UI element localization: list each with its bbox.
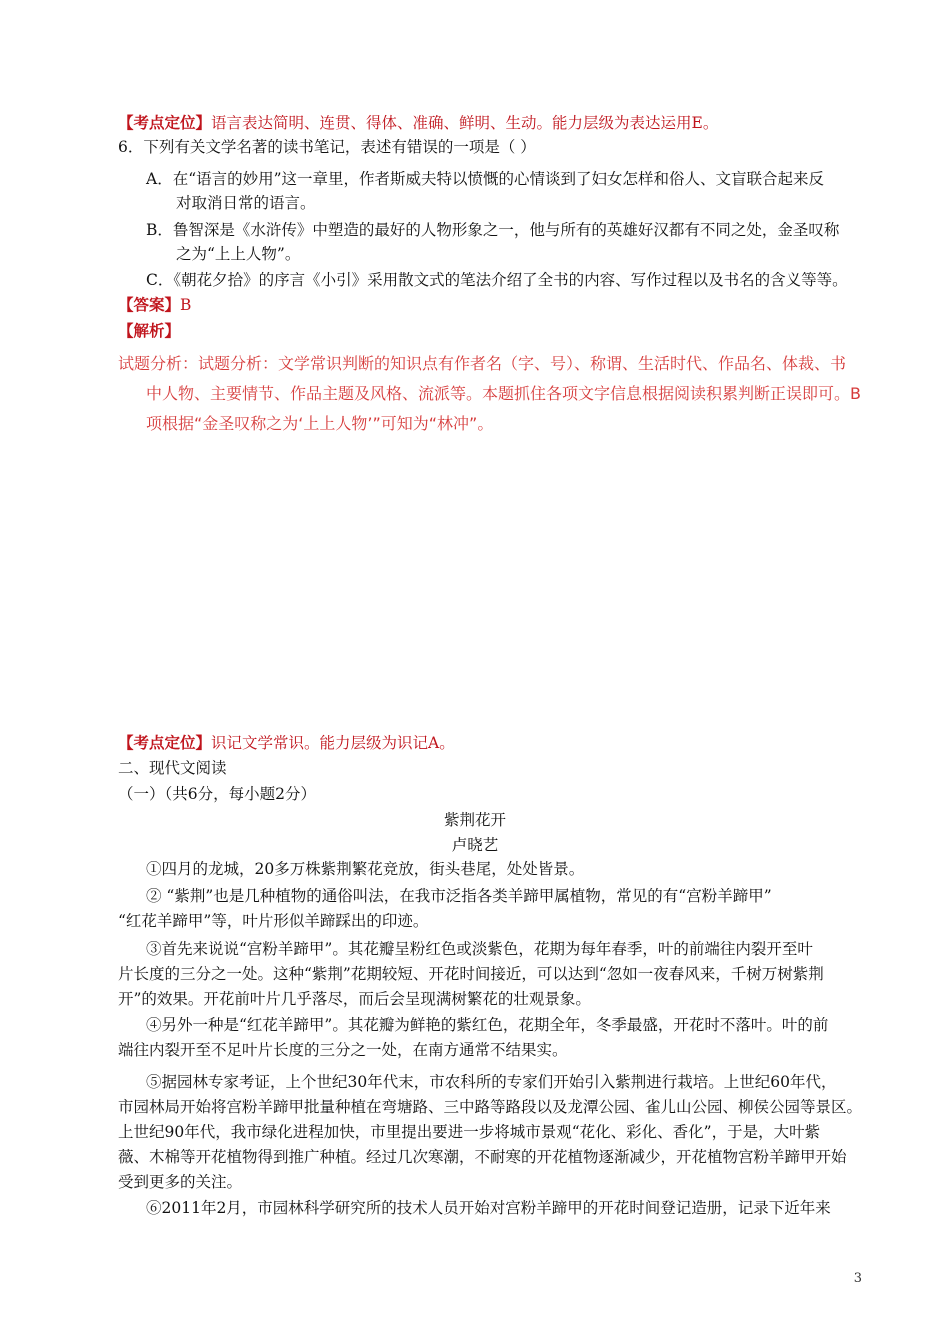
exam-point-tag-2 [118,731,455,755]
paragraph-2-line-1: ② “紫荆”也是几种植物的通俗叫法，在我市泛指各类羊蹄甲属植物，常见的有“宫粉羊蹄甲” [146,887,772,905]
answer-label: 【答案】 [118,295,181,314]
paragraph-3-line-1: ③首先来说说“宫粉羊蹄甲”。其花瓣呈粉红色或淡紫色，花期为每年春季，叶的前端往内裂开至叶 [146,940,813,958]
answer-row [118,293,191,317]
paragraph-5-line-4: 薇、木棉等开花植物得到推广种植。经过几次寒潮，不耐寒的开花植物逐渐减少，开花植物宫粉羊蹄甲开始 [118,1148,847,1166]
paragraph-5-line-1: ⑤据园林专家考证，上个世纪30年代末，市农科所的专家们开始引入紫荆进行栽培。上世纪60年代， [146,1073,837,1091]
paragraph-5-line-5: 受到更多的关注。 [118,1173,243,1191]
page-number: 3 [853,1271,862,1286]
option-b-line-2: 之为“上上人物”。 [176,245,301,263]
paragraph-3-line-3: 开”的效果。开花前叶片几乎落尽，而后会呈现满树繁花的壮观景象。 [118,990,591,1008]
paragraph-1: ①四月的龙城，20多万株紫荆繁花竞放，街头巷尾，处处皆景。 [146,860,585,878]
paragraph-6-line-1: ⑥2011年2月，市园林科学研究所的技术人员开始对宫粉羊蹄甲的开花时间登记造册，记录下近年来 [146,1199,831,1217]
option-a-line-2: 对取消日常的语言。 [176,194,316,212]
paragraph-5-line-2: 市园林局开始将宫粉羊蹄甲批量种植在弯塘路、三中路等路段以及龙潭公园、雀儿山公园、柳侯公园等景区。 [118,1098,863,1116]
option-b-line-1: B．鲁智深是《水浒传》中塑造的最好的人物形象之一，他与所有的英雄好汉都有不同之处，金圣叹称 [146,221,840,239]
paragraph-5-line-3: 上世纪90年代，我市绿化进程加快，市里提出要进一步将城市景观“花化、彩化、香化”，于是，大叶紫 [118,1123,821,1141]
exam-point-label-2: 【考点定位】 [118,733,212,752]
option-c: C．《朝花夕拾》的序言《小引》采用散文式的笔法介绍了全书的内容、写作过程以及书名的含义等等。 [146,271,848,289]
section-heading: 二、现代文阅读 [118,759,227,777]
answer-value: B [180,296,192,314]
section-subheading: （一）（共6分，每小题2分） [118,785,316,803]
analysis-label: 【解析】 [118,321,181,340]
paragraph-4-line-1: ④另外一种是“红花羊蹄甲”。其花瓣为鲜艳的紫红色，花期全年，冬季最盛，开花时不落叶。叶的前 [146,1016,829,1034]
analysis-line-1: 试题分析：试题分析：文学常识判断的知识点有作者名（字、号）、称谓、生活时代、作品名、体裁、书 [118,354,847,373]
article-author: 卢晓艺 [451,836,499,854]
paragraph-3-line-2: 片长度的三分之一处。这种“紫荆”花期较短、开花时间接近，可以达到“忽如一夜春风来，千树万树紫荆 [118,965,824,983]
analysis-line-2: 中人物、主要情节、作品主题及风格、流派等。本题抓住各项文字信息根据阅读积累判断正误即可。B [146,384,861,403]
exam-point-label: 【考点定位】 [118,113,212,132]
exam-point-text: 语言表达简明、连贯、得体、准确、鲜明、生动。能力层级为表达运用E。 [211,114,719,132]
exam-point-tag-1 [118,111,718,135]
paragraph-2-line-2: “红花羊蹄甲”等，叶片形似羊蹄踩出的印迹。 [118,912,429,930]
option-a-line-1: A．在“语言的妙用”这一章里，作者斯威夫特以愤慨的心情谈到了妇女怎样和俗人、文盲联合起来反 [146,170,825,188]
question-6-stem: 6．下列有关文学名著的读书笔记，表述有错误的一项是（ ） [118,138,536,156]
paragraph-4-line-2: 端往内裂开至不足叶片长度的三分之一处，在南方通常不结果实。 [118,1041,568,1059]
analysis-line-3: 项根据“金圣叹称之为‘上上人物’”可知为“林冲”。 [146,414,494,433]
exam-point-text-2: 识记文学常识。能力层级为识记A。 [211,734,455,752]
article-title: 紫荆花开 [443,811,506,829]
